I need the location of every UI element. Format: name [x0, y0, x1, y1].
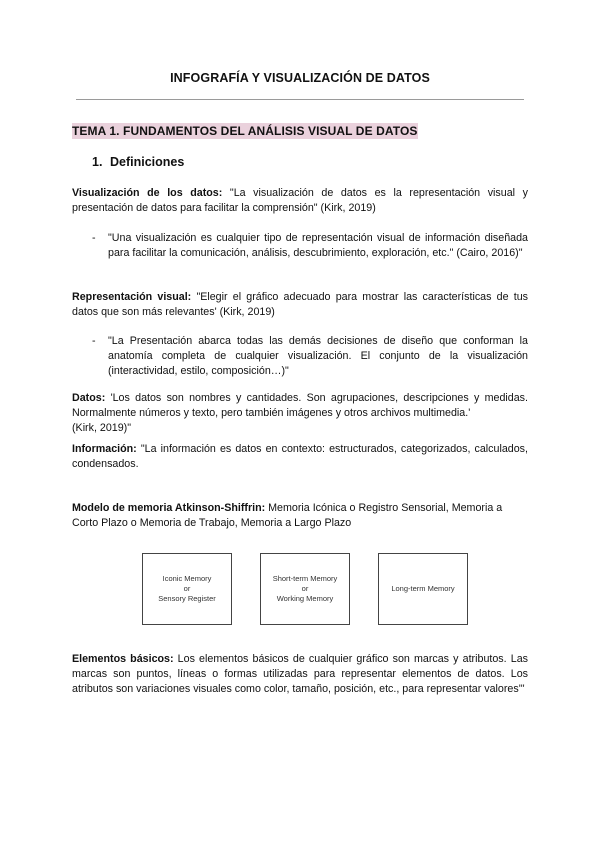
- datos-term: Datos:: [72, 392, 106, 404]
- representacion-quote: "La Presentación abarca todas las demás decisiones de diseño que conforman la anatomía completa de cualquier visualización. El conjunto de la visualización (interactividad, estilo, composición…)": [108, 335, 528, 377]
- section-title: Definiciones: [110, 155, 185, 169]
- box-line: or: [301, 584, 309, 593]
- box-line: Working Memory: [276, 594, 334, 603]
- informacion-paragraph: [72, 442, 528, 472]
- visualizacion-text: "La visualización de datos es la representación visual y presentación de datos para facilitar la comprensión" (Kirk, 2019): [72, 187, 528, 214]
- representacion-text: "Elegir el gráfico adecuado para mostrar las características de tus datos que son más relevantes' (Kirk, 2019): [72, 291, 528, 318]
- bullet-dash: -: [92, 335, 96, 347]
- datos-citation: (Kirk, 2019)": [72, 422, 132, 434]
- representacion-term: Representación visual:: [72, 291, 192, 303]
- section-heading: [92, 155, 184, 169]
- section-number: 1.: [92, 155, 103, 169]
- informacion-term: Información:: [72, 443, 137, 455]
- iconic-memory-box: [142, 553, 232, 625]
- elementos-paragraph: [72, 652, 528, 697]
- document-title: INFOGRAFÍA Y VISUALIZACIÓN DE DATOS: [170, 71, 430, 85]
- box-line: Sensory Register: [158, 594, 216, 603]
- datos-text: 'Los datos son nombres y cantidades. Son agrupaciones, descripciones y medidas. Normalmente números y texto, pero también imágenes y otros archivos multimedia.': [72, 392, 528, 419]
- bullet-dash: -: [92, 232, 96, 244]
- visualizacion-term: Visualización de los datos:: [72, 187, 223, 199]
- representacion-paragraph: [72, 290, 528, 320]
- modelo-term: Modelo de memoria Atkinson-Shiffrin:: [72, 502, 266, 514]
- elementos-text: Los elementos básicos de cualquier gráfico son marcas y atributos. Las marcas son puntos, líneas o formas utilizadas para representar elementos de datos. Los atributos son variaciones visuales como color, tamaño, posición, etc., para representar valores'": [72, 653, 528, 695]
- long-term-memory-box: [378, 553, 468, 625]
- visualizacion-paragraph: [72, 186, 528, 216]
- box-line: or: [183, 584, 191, 593]
- elementos-term: Elementos básicos:: [72, 653, 174, 665]
- datos-paragraph: [72, 391, 528, 436]
- box-line: Short-term Memory: [272, 574, 338, 583]
- informacion-text: "La información es datos en contexto: estructurados, categorizados, calculados, condensados.: [72, 443, 528, 470]
- box-line: Iconic Memory: [162, 574, 212, 583]
- title-divider: [76, 99, 524, 100]
- modelo-paragraph: [72, 501, 528, 531]
- tema-heading: TEMA 1. FUNDAMENTOS DEL ANÁLISIS VISUAL DE DATOS: [72, 124, 418, 138]
- box-line: Long-term Memory: [391, 584, 455, 593]
- short-term-memory-box: [260, 553, 350, 625]
- modelo-text: Memoria Icónica o Registro Sensorial, Memoria a Corto Plazo o Memoria de Trabajo, Memoria a Largo Plazo: [72, 502, 503, 529]
- visualizacion-quote: "Una visualización es cualquier tipo de representación visual de información diseñada para facilitar la comunicación, análisis, descubrimiento, exploración, etc." (Cairo, 2016)": [108, 232, 528, 259]
